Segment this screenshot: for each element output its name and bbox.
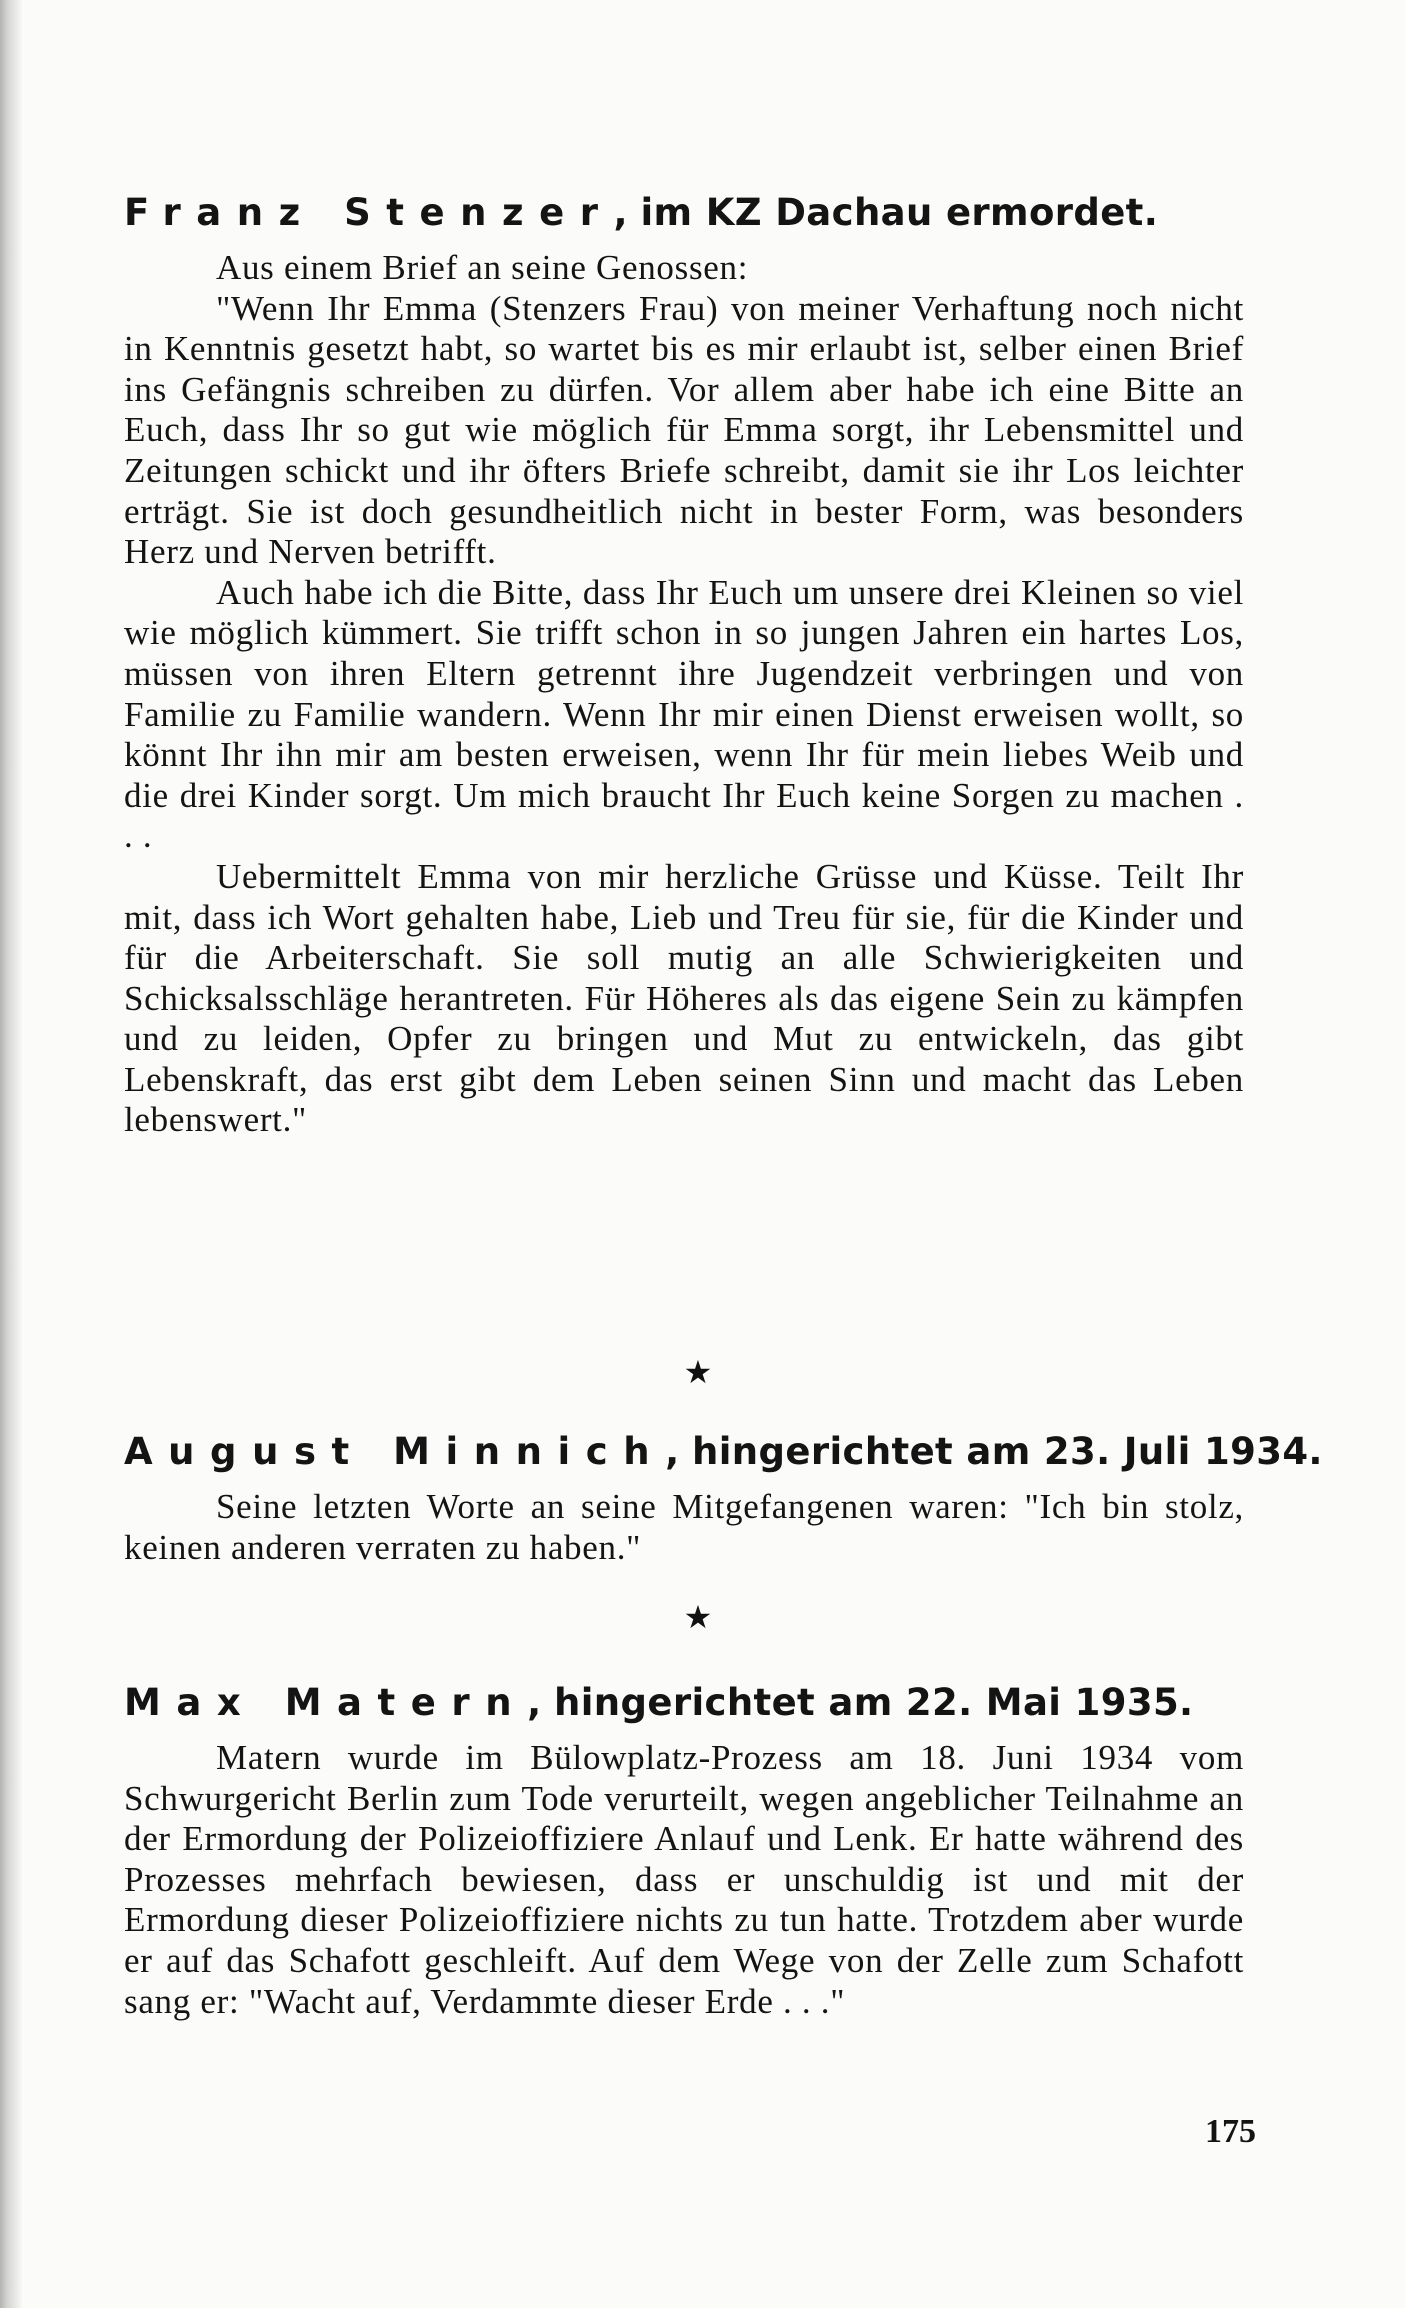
page-number: 175 — [1205, 2113, 1256, 2150]
separator-star: ★ — [683, 1598, 713, 1636]
person-name: Franz Stenzer — [124, 191, 614, 234]
heading-comma: , — [613, 191, 628, 234]
heading-note: hingerichtet am 23. Juli 1934. — [692, 1430, 1323, 1473]
person-name: August Minnich — [124, 1430, 666, 1473]
paragraph: Seine letzten Worte an seine Mitgefangenen waren: "Ich bin stolz, keinen anderen verraten zu haben." — [124, 1487, 1244, 1567]
heading-note: hingerichtet am 22. Mai 1935. — [554, 1681, 1194, 1724]
person-name: Max Matern — [124, 1681, 528, 1724]
section-august-minnich — [124, 1427, 1323, 1568]
book-spine-shadow — [0, 0, 22, 2308]
heading-comma: , — [527, 1681, 542, 1724]
section-heading — [124, 1427, 1323, 1477]
separator-star: ★ — [683, 1353, 713, 1391]
section-heading — [124, 1678, 1244, 1728]
section-heading — [124, 188, 1244, 238]
section-franz-stenzer — [124, 188, 1244, 1141]
paragraph: Aus einem Brief an seine Genossen: — [216, 248, 749, 287]
paragraph: "Wenn Ihr Emma (Stenzers Frau) von meiner Verhaftung noch nicht in Kenntnis gesetzt habt, so wartet bis es mir erlaubt ist, selber einen Brief ins Gefängnis schreiben zu dürfen. Vor allem aber habe ich eine Bitte an Euch, dass Ihr so gut wie möglich für Emma sorgt, ihr Lebensmittel und Zeitungen schickt und ihr öfters Briefe schreibt, damit sie ihr Los leichter erträgt. Sie ist doch gesundheitlich nicht in bester Form, was besonders Herz und Nerven betrifft. — [124, 288, 1244, 572]
paragraph: Matern wurde im Bülowplatz-Prozess am 18. Juni 1934 vom Schwurgericht Berlin zum Tode verurteilt, wegen angeblicher Teilnahme an der Ermordung der Polizeioffiziere Anlauf und Lenk. Er hatte während des Prozesses mehrfach bewiesen, dass er unschuldig ist und mit der Ermordung dieser Polizeioffiziere nichts zu tun hatte. Trotzdem aber wurde er auf das Schafott geschleift. Auf dem Wege von der Zelle zum Schafott sang er: "Wacht auf, Verdammte dieser Erde . . ." — [124, 1738, 1244, 2021]
section-max-matern — [124, 1678, 1244, 2022]
paragraph: Uebermittelt Emma von mir herzliche Grüsse und Küsse. Teilt Ihr mit, dass ich Wort gehalten habe, Lieb und Treu für sie, für die Kinder und für die Arbeiterschaft. Sie soll mutig an alle Schwierigkeiten und Schicksalsschläge herantreten. Für Höheres als das eigene Sein zu kämpfen und zu leiden, Opfer zu bringen und Mut zu entwickeln, das gibt Lebenskraft, das erst gibt dem Leben seinen Sinn und macht das Leben lebenswert." — [124, 856, 1244, 1140]
heading-note: im KZ Dachau ermordet. — [640, 191, 1159, 234]
paragraph: Auch habe ich die Bitte, dass Ihr Euch um unsere drei Kleinen so viel wie möglich kümmert. Sie trifft schon in so jungen Jahren ein hartes Los, müssen von ihren Eltern getrennt ihre Jugendzeit verbringen und von Familie zu Familie wandern. Wenn Ihr mir einen Dienst erweisen wollt, so könnt Ihr ihn mir am besten erweisen, wenn Ihr für mein liebes Weib und die drei Kinder sorgt. Um mich braucht Ihr Euch keine Sorgen zu machen . . . — [124, 572, 1244, 856]
heading-comma: , — [665, 1430, 680, 1473]
